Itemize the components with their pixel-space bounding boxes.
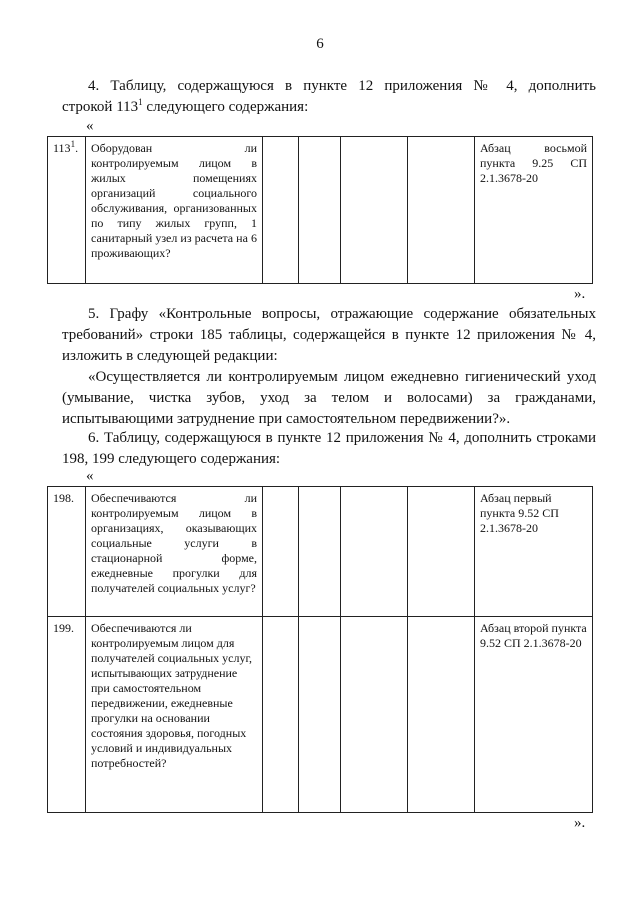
- empty-cell: [263, 617, 299, 813]
- table-2-open-quote: «: [86, 468, 94, 484]
- table-1-close-quote: ».: [574, 286, 586, 302]
- item-6-paragraph: [62, 428, 596, 470]
- item-5-line-3: изложить в следующей редакции:: [62, 348, 278, 364]
- reference-cell: [475, 137, 593, 284]
- item-4-line-2-tail: следующего содержания:: [142, 99, 309, 115]
- row-number-cell: [48, 137, 86, 284]
- table-row: [48, 617, 593, 813]
- question-text: Обеспечиваются ли контролируемым лицом для получателей социальных услуг, испытывающих затруднение при самостоятельном передвижении, ежедневные прогулки на основании состояния здоровья, погодных условий и индивидуальных потребностей?: [91, 621, 253, 770]
- empty-cell: [408, 617, 475, 813]
- table-2: [47, 486, 593, 813]
- item-4-line-2: [62, 97, 596, 118]
- row-number: 198.: [53, 491, 74, 505]
- item-5-quote-line-3: испытывающими затруднение при самостоятельном передвижении?».: [62, 411, 511, 427]
- table-row: [48, 137, 593, 284]
- item-4-superscript: 1: [138, 97, 143, 107]
- empty-cell: [299, 617, 341, 813]
- empty-cell: [341, 137, 408, 284]
- question-cell: [86, 487, 263, 617]
- item-5-quote-line-1: «Осуществляется ли контролируемым лицом ежедневно гигиенический уход: [88, 369, 596, 385]
- table-2-close-quote: ».: [574, 815, 586, 831]
- item-5-line-1: 5. Графу «Контрольные вопросы, отражающие содержание обязательных: [88, 306, 596, 322]
- question-cell: [86, 137, 263, 284]
- empty-cell: [299, 487, 341, 617]
- item-6-line-2: 198, 199 следующего содержания:: [62, 451, 281, 467]
- item-5-quote-line-2: (умывание, чистка зубов, уход за телом и волосами) за гражданами,: [62, 390, 596, 406]
- reference-text: Абзац второй пункта 9.52 СП 2.1.3678-20: [480, 621, 587, 650]
- row-number-suffix: .: [75, 141, 79, 155]
- reference-cell: [475, 617, 593, 813]
- item-4-paragraph: [62, 76, 596, 118]
- item-6-line-1: 6. Таблицу, содержащуюся в пункте 12 приложения № 4, дополнить строками: [88, 430, 596, 446]
- row-number: 113: [53, 141, 71, 155]
- reference-cell: [475, 487, 593, 617]
- empty-cell: [263, 487, 299, 617]
- question-cell: [86, 617, 263, 813]
- empty-cell: [341, 487, 408, 617]
- row-number: 199.: [53, 621, 74, 635]
- item-4-line-2-text: строкой 113: [62, 99, 139, 115]
- empty-cell: [263, 137, 299, 284]
- reference-text: Абзац первый пункта 9.52 СП 2.1.3678-20: [480, 491, 559, 535]
- row-number-cell: [48, 617, 86, 813]
- question-text: Оборудован ли контролируемым лицом в жилых помещениях организаций социального обслуживания, организованных по типу жилых групп, 1 санитарный узел из расчета на 6 проживающих?: [91, 141, 257, 260]
- row-number-cell: [48, 487, 86, 617]
- reference-text: Абзац восьмой пункта 9.25 СП 2.1.3678-20: [480, 141, 587, 185]
- empty-cell: [408, 487, 475, 617]
- table-row: [48, 487, 593, 617]
- row-number-superscript: 1: [70, 139, 76, 149]
- table-1: [47, 136, 593, 284]
- table-1-open-quote: «: [86, 118, 94, 134]
- question-text: Обеспечиваются ли контролируемым лицом в организациях, оказывающих социальные услуги в стационарной форме, ежедневные прогулки для получателей социальных услуг?: [91, 491, 257, 595]
- item-5-line-2: требований» строки 185 таблицы, содержащейся в пункте 12 приложения № 4,: [62, 327, 596, 343]
- item-5-paragraph: [62, 304, 596, 430]
- empty-cell: [341, 617, 408, 813]
- empty-cell: [299, 137, 341, 284]
- page-number: 6: [316, 36, 324, 52]
- item-4-line-1: 4. Таблицу, содержащуюся в пункте 12 приложения № 4, дополнить: [88, 78, 596, 94]
- empty-cell: [408, 137, 475, 284]
